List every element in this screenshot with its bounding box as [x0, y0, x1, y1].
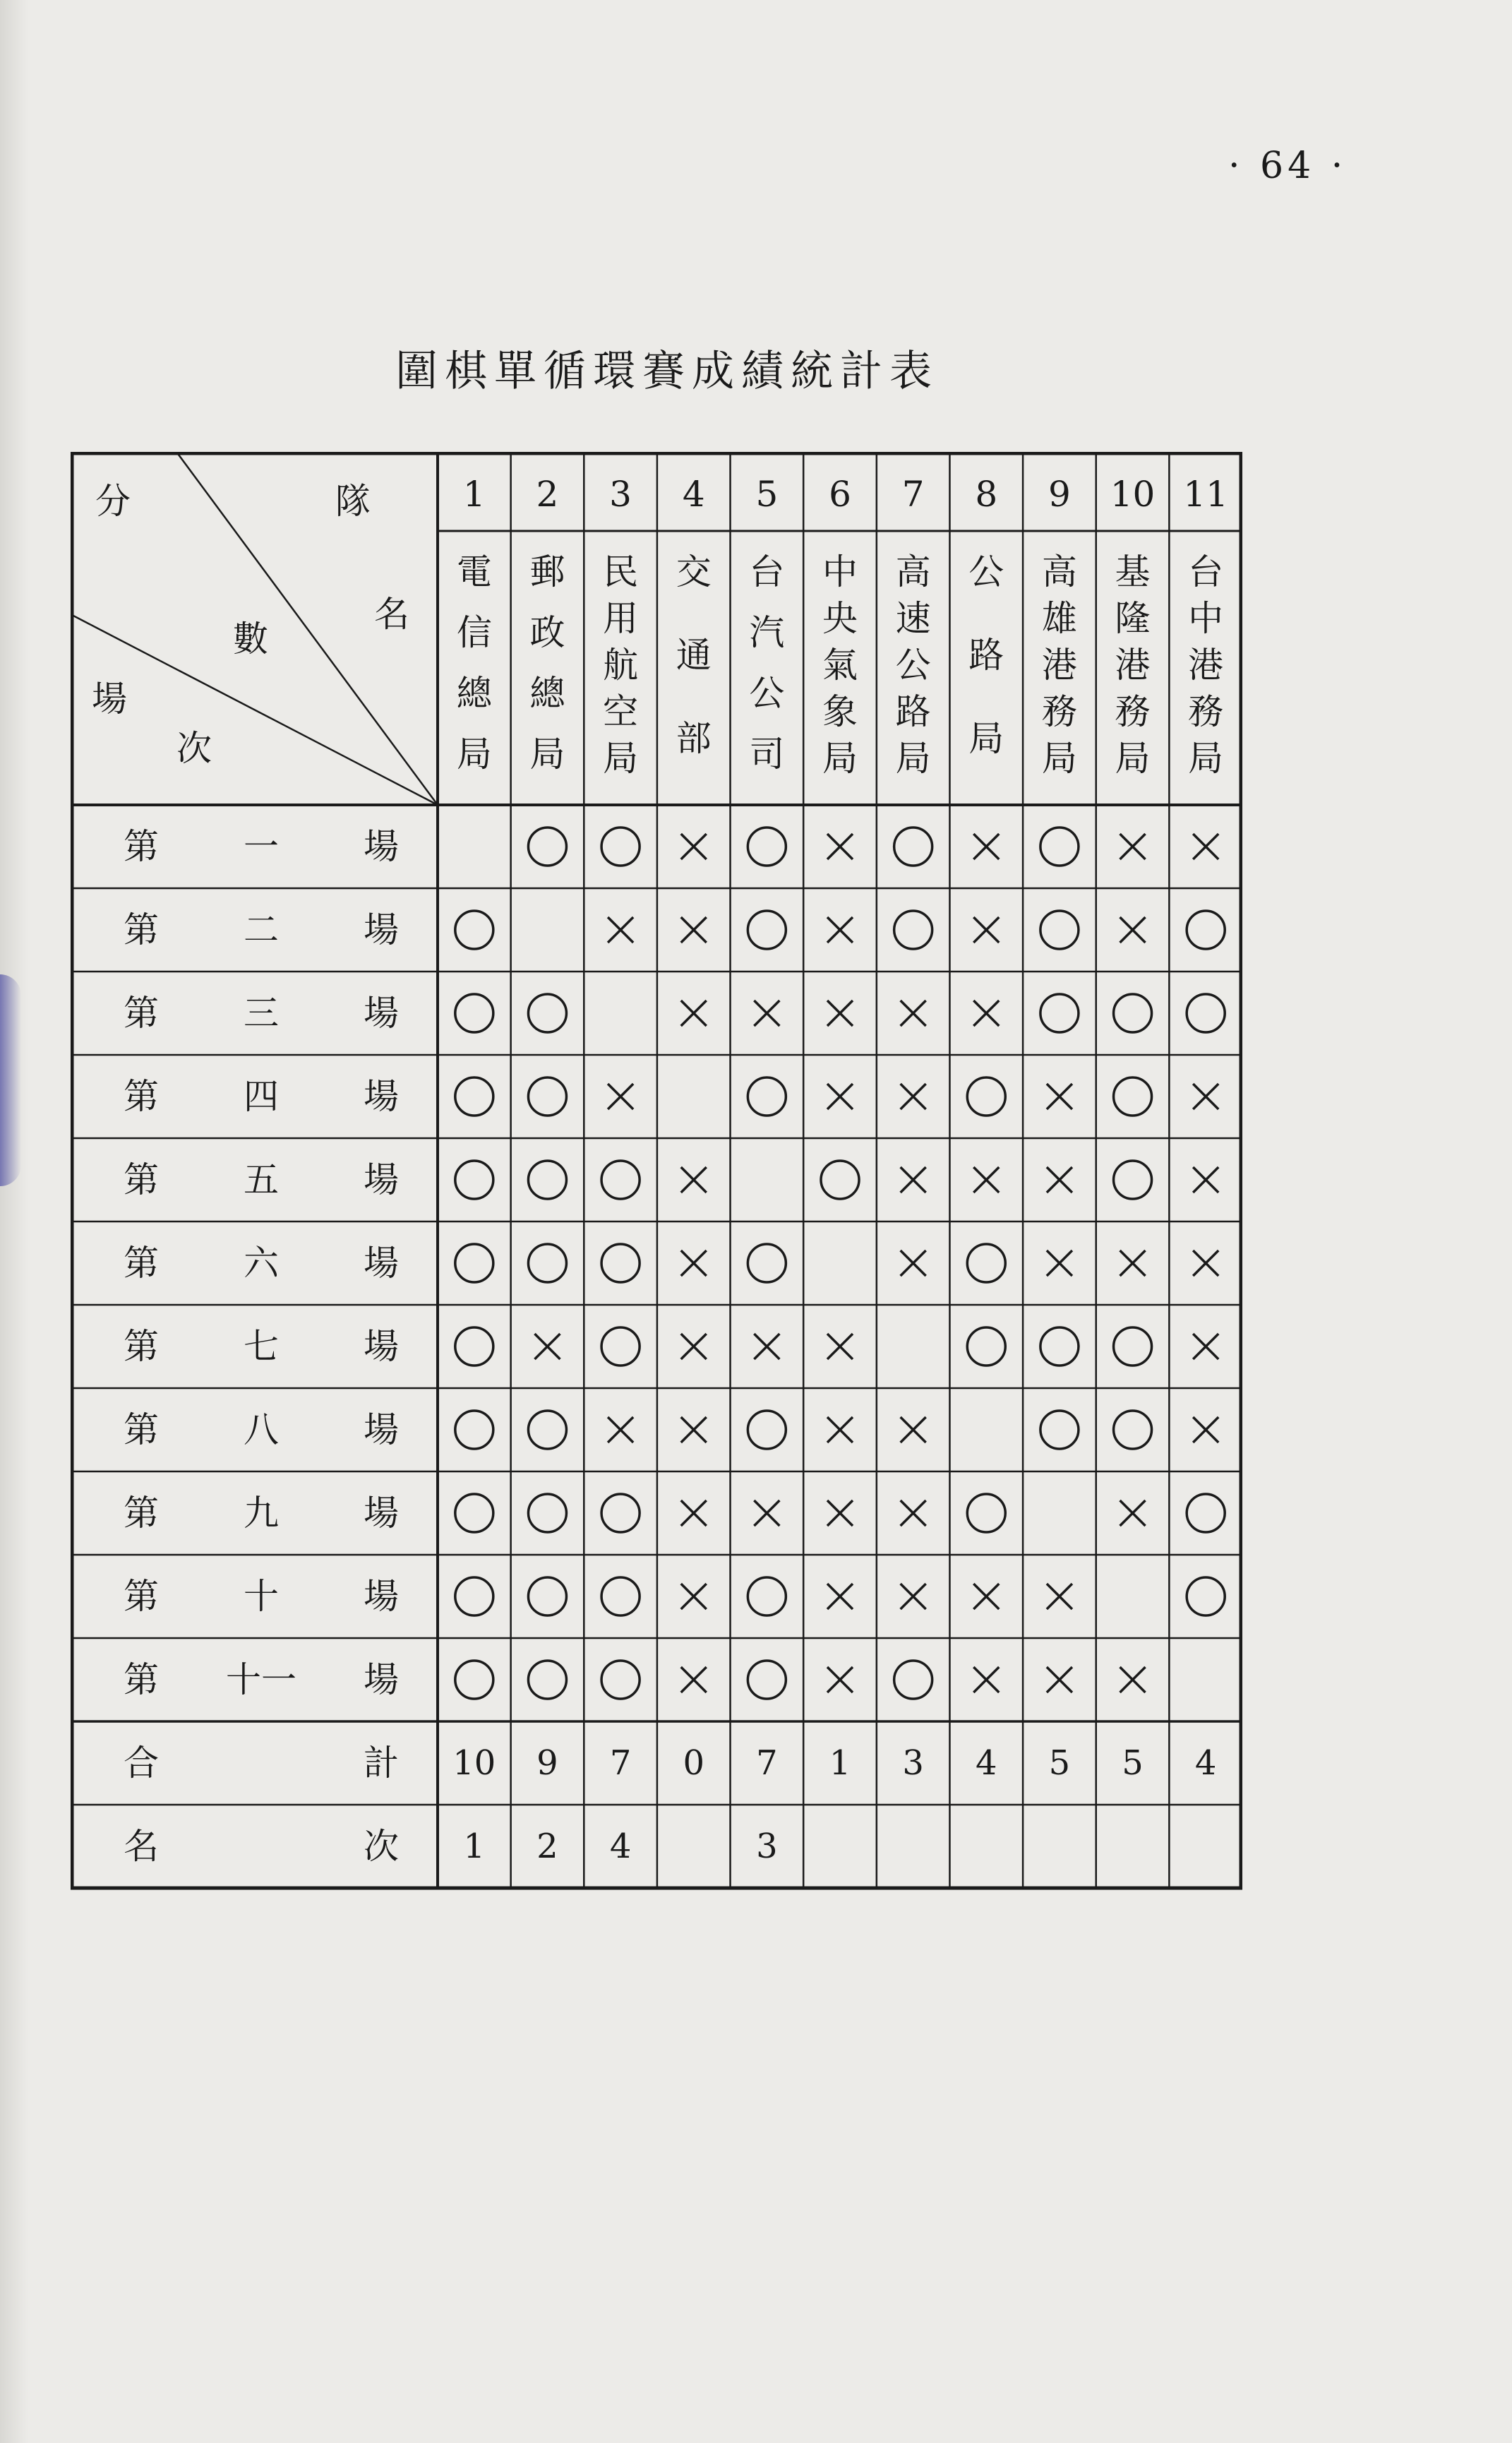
win-mark	[748, 1244, 786, 1282]
win-mark	[748, 1411, 786, 1449]
team-number: 6	[829, 474, 851, 515]
round-label-prefix: 第	[124, 1493, 159, 1534]
team-name-char: 港	[1041, 645, 1077, 686]
win-mark	[894, 1661, 932, 1699]
win-mark	[1114, 1161, 1152, 1199]
win-mark	[748, 911, 786, 949]
team-name-char: 台	[1188, 551, 1224, 592]
win-mark	[967, 1244, 1005, 1282]
win-mark	[455, 1411, 493, 1449]
team-name-char: 雄	[1041, 598, 1077, 639]
total-value: 1	[829, 1743, 851, 1783]
round-label-suffix: 場	[364, 909, 399, 950]
total-value: 0	[683, 1743, 705, 1783]
total-value: 10	[452, 1743, 496, 1783]
total-value: 3	[902, 1743, 924, 1783]
team-name-char: 局	[603, 738, 639, 779]
win-mark	[528, 1244, 566, 1282]
win-mark	[528, 1161, 566, 1199]
corner-label: 隊	[335, 481, 371, 522]
win-mark	[1187, 994, 1225, 1032]
team-name-char: 局	[822, 738, 858, 779]
win-mark	[455, 1327, 493, 1366]
win-mark	[1114, 1327, 1152, 1366]
win-mark	[967, 1494, 1005, 1532]
rank-label-start: 名	[124, 1826, 159, 1867]
team-name-char: 局	[895, 738, 931, 779]
win-mark	[1040, 1411, 1079, 1449]
total-value: 5	[1122, 1743, 1144, 1783]
team-name-char: 航	[603, 645, 639, 686]
win-mark	[748, 1661, 786, 1699]
total-label-end: 計	[364, 1743, 399, 1784]
win-mark	[967, 1327, 1005, 1366]
team-name-char: 政	[529, 612, 565, 653]
win-mark	[455, 994, 493, 1032]
corner-label: 場	[92, 679, 127, 719]
round-label-suffix: 場	[364, 1659, 399, 1700]
win-mark	[601, 1327, 640, 1366]
round-label-number: 七	[244, 1326, 279, 1367]
round-label-number: 六	[244, 1243, 279, 1284]
win-mark	[748, 828, 786, 866]
rank-value: 2	[536, 1827, 558, 1866]
round-label-number: 一	[244, 826, 279, 867]
win-mark	[455, 1577, 493, 1615]
round-label-prefix: 第	[124, 1326, 159, 1367]
win-mark	[528, 828, 566, 866]
total-value: 4	[1194, 1743, 1217, 1783]
team-name-char: 民	[603, 551, 639, 592]
team-number: 9	[1048, 474, 1071, 515]
round-label-prefix: 第	[124, 1659, 159, 1700]
team-name-char: 高	[1041, 551, 1077, 592]
rank-value: 4	[609, 1827, 632, 1866]
win-mark	[821, 1161, 859, 1199]
win-mark	[1114, 1077, 1152, 1116]
team-number: 5	[755, 474, 779, 515]
results-table	[71, 452, 1242, 1892]
round-label-number: 二	[244, 909, 279, 950]
win-mark	[1187, 1494, 1225, 1532]
team-name-char: 局	[1188, 738, 1224, 779]
team-name-char: 中	[822, 551, 858, 592]
team-name-char: 路	[968, 635, 1004, 676]
team-name-char: 部	[676, 718, 712, 759]
win-mark	[528, 994, 566, 1032]
win-mark	[748, 1077, 786, 1116]
win-mark	[748, 1577, 786, 1615]
win-mark	[1040, 911, 1079, 949]
round-label-number: 四	[244, 1076, 279, 1117]
round-label-prefix: 第	[124, 993, 159, 1034]
team-number: 10	[1110, 474, 1156, 515]
round-label-number: 三	[244, 993, 279, 1034]
total-value: 7	[756, 1743, 778, 1783]
team-name-char: 隆	[1115, 598, 1151, 639]
round-label-suffix: 場	[364, 1159, 399, 1200]
team-name-char: 台	[749, 551, 785, 592]
team-name-char: 中	[1188, 598, 1224, 639]
total-value: 9	[536, 1743, 558, 1783]
round-label-prefix: 第	[124, 1243, 159, 1284]
total-value: 7	[609, 1743, 632, 1783]
team-name-char: 汽	[749, 612, 785, 653]
round-label-number: 五	[244, 1159, 279, 1200]
win-mark	[967, 1077, 1005, 1116]
round-label-prefix: 第	[124, 1159, 159, 1200]
win-mark	[601, 1494, 640, 1532]
round-label-suffix: 場	[364, 1243, 399, 1284]
rank-value: 3	[756, 1827, 778, 1866]
win-mark	[528, 1411, 566, 1449]
team-name-char: 公	[749, 673, 785, 714]
team-name-char: 司	[749, 734, 785, 775]
team-number: 11	[1183, 474, 1228, 515]
ink-stain	[0, 974, 21, 1186]
corner-label: 次	[176, 728, 212, 769]
win-mark	[601, 1577, 640, 1615]
round-label-prefix: 第	[124, 826, 159, 867]
team-name-char: 公	[895, 645, 931, 686]
total-value: 4	[975, 1743, 997, 1783]
round-label-number: 十一	[226, 1659, 296, 1700]
win-mark	[528, 1577, 566, 1615]
team-name-char: 總	[529, 673, 565, 714]
win-mark	[455, 1244, 493, 1282]
win-mark	[601, 828, 640, 866]
team-name-char: 高	[895, 551, 931, 592]
team-name-char: 央	[822, 598, 858, 639]
round-label-suffix: 場	[364, 826, 399, 867]
win-mark	[601, 1244, 640, 1282]
win-mark	[455, 1494, 493, 1532]
round-label-suffix: 場	[364, 1076, 399, 1117]
team-name-char: 路	[895, 691, 931, 732]
team-name-char: 港	[1115, 645, 1151, 686]
team-name-char: 郵	[529, 551, 565, 592]
round-label-number: 十	[244, 1576, 279, 1617]
round-label-number: 九	[244, 1493, 279, 1534]
total-label-start: 合	[124, 1743, 159, 1784]
team-name-char: 局	[456, 734, 492, 775]
table-title: 圍棋單循環賽成績統計表	[395, 347, 939, 396]
team-name-char: 總	[456, 673, 492, 714]
win-mark	[601, 1161, 640, 1199]
page-number: · 64 ·	[1228, 145, 1348, 187]
corner-label: 名	[374, 594, 409, 635]
round-label-suffix: 場	[364, 1326, 399, 1367]
corner-label: 數	[233, 619, 268, 659]
team-name-char: 務	[1115, 691, 1151, 732]
round-label-prefix: 第	[124, 1076, 159, 1117]
team-name-char: 局	[1041, 738, 1077, 779]
team-name-char: 局	[968, 718, 1004, 759]
win-mark	[455, 911, 493, 949]
round-label-suffix: 場	[364, 1576, 399, 1617]
team-name-char: 象	[822, 691, 858, 732]
round-label-suffix: 場	[364, 1409, 399, 1450]
team-name-char: 空	[603, 691, 639, 732]
results-table-grid	[71, 452, 1242, 1892]
team-number: 7	[901, 474, 925, 515]
team-name-char: 務	[1188, 691, 1224, 732]
win-mark	[455, 1161, 493, 1199]
win-mark	[528, 1494, 566, 1532]
team-name-char: 局	[1115, 738, 1151, 779]
team-name-char: 信	[456, 612, 492, 653]
team-name-char: 港	[1188, 645, 1224, 686]
total-value: 5	[1048, 1743, 1071, 1783]
win-mark	[1187, 911, 1225, 949]
team-number: 4	[682, 474, 705, 515]
win-mark	[1114, 994, 1152, 1032]
round-label-prefix: 第	[124, 909, 159, 950]
win-mark	[894, 828, 932, 866]
win-mark	[1040, 828, 1079, 866]
team-number: 8	[975, 474, 998, 515]
win-mark	[1187, 1577, 1225, 1615]
team-number: 3	[609, 474, 632, 515]
team-name-char: 通	[676, 635, 712, 676]
team-name-char: 局	[529, 734, 565, 775]
rank-label-end: 次	[364, 1826, 399, 1867]
team-name-char: 務	[1041, 691, 1077, 732]
round-label-number: 八	[244, 1409, 279, 1450]
team-name-char: 速	[895, 598, 931, 639]
team-name-char: 電	[456, 551, 492, 592]
team-name-char: 氣	[822, 645, 858, 686]
page-edge-shadow	[0, 0, 28, 2443]
win-mark	[894, 911, 932, 949]
team-name-char: 用	[603, 598, 639, 639]
win-mark	[455, 1077, 493, 1116]
win-mark	[1040, 994, 1079, 1032]
team-name-char: 交	[676, 551, 712, 592]
round-label-suffix: 場	[364, 1493, 399, 1534]
rank-value: 1	[463, 1827, 486, 1866]
team-name-char: 基	[1115, 551, 1151, 592]
win-mark	[601, 1661, 640, 1699]
round-label-suffix: 場	[364, 993, 399, 1034]
win-mark	[455, 1661, 493, 1699]
corner-label: 分	[95, 481, 131, 522]
round-label-prefix: 第	[124, 1409, 159, 1450]
win-mark	[528, 1077, 566, 1116]
team-number: 2	[536, 474, 559, 515]
team-number: 1	[462, 474, 486, 515]
win-mark	[1114, 1411, 1152, 1449]
win-mark	[528, 1661, 566, 1699]
round-label-prefix: 第	[124, 1576, 159, 1617]
team-name-char: 公	[968, 551, 1004, 592]
win-mark	[1040, 1327, 1079, 1366]
